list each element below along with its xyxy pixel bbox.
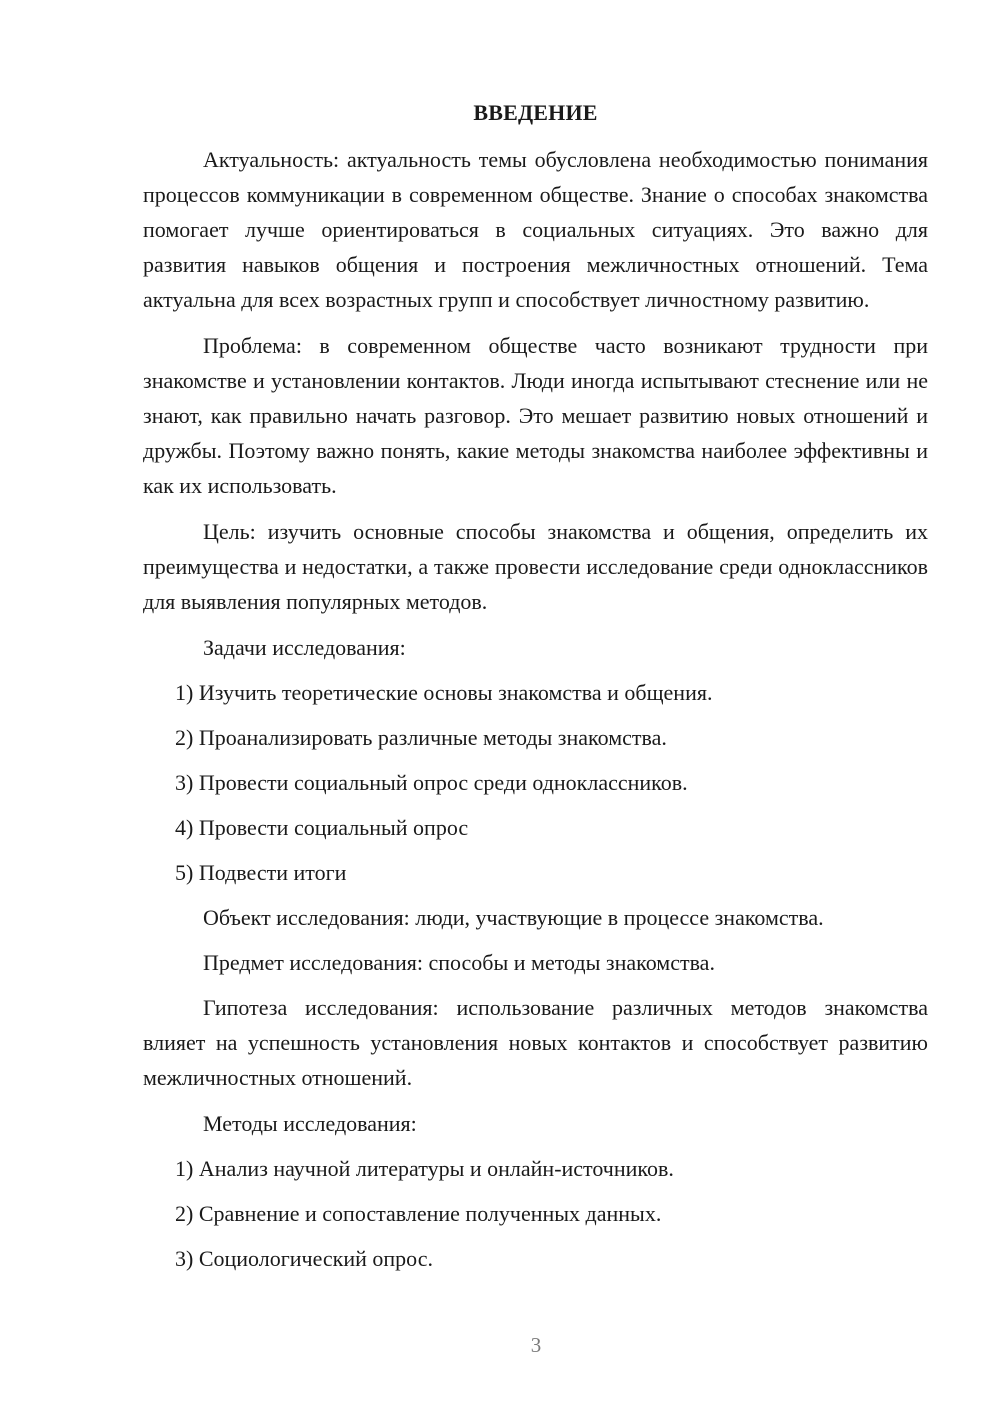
hypothesis-paragraph: Гипотеза исследования: использование различных методов знакомства влияет на успешность установления новых контактов и способствует развитию межличностных отношений. bbox=[143, 995, 928, 1090]
research-subject: Предмет исследования: способы и методы знакомства. bbox=[203, 950, 715, 975]
goal-paragraph: Цель: изучить основные способы знакомства и общения, определить их преимущества и недостатки, а также провести исследование среди одноклассников для выявления популярных методов. bbox=[143, 519, 928, 614]
tasks-label: Задачи исследования: bbox=[203, 635, 406, 660]
method-item: 3) Социологический опрос. bbox=[175, 1246, 433, 1271]
method-item: 1) Анализ научной литературы и онлайн-источников. bbox=[175, 1156, 674, 1181]
methods-label: Методы исследования: bbox=[203, 1111, 417, 1136]
task-item: 5) Подвести итоги bbox=[175, 860, 347, 885]
relevance-paragraph: Актуальность: актуальность темы обусловлена необходимостью понимания процессов коммуникации в современном обществе. Знание о способах знакомства помогает лучше ориентироваться в социальных ситуациях. Это важно для развития навыков общения и построения межличностных отношений. Тема актуальна для всех возрастных групп и способствует личностному развитию. bbox=[143, 147, 928, 312]
task-item: 3) Провести социальный опрос среди одноклассников. bbox=[175, 770, 688, 795]
research-object: Объект исследования: люди, участвующие в процессе знакомства. bbox=[203, 905, 824, 930]
tasks-list bbox=[143, 675, 928, 890]
task-item: 4) Провести социальный опрос bbox=[175, 815, 469, 840]
problem-paragraph: Проблема: в современном обществе часто возникают трудности при знакомстве и установлении контактов. Люди иногда испытывают стеснение или не знают, как правильно начать разговор. Это мешает развитию новых отношений и дружбы. Поэтому важно понять, какие методы знакомства наиболее эффективны и как их использовать. bbox=[143, 333, 928, 498]
methods-list bbox=[143, 1151, 928, 1276]
page-title: ВВЕДЕНИЕ bbox=[473, 100, 598, 125]
task-item: 1) Изучить теоретические основы знакомства и общения. bbox=[175, 680, 713, 705]
method-item: 2) Сравнение и сопоставление полученных данных. bbox=[175, 1201, 662, 1226]
task-item: 2) Проанализировать различные методы знакомства. bbox=[175, 725, 667, 750]
page-content bbox=[143, 95, 928, 1286]
page-number: 3 bbox=[530, 1333, 542, 1357]
